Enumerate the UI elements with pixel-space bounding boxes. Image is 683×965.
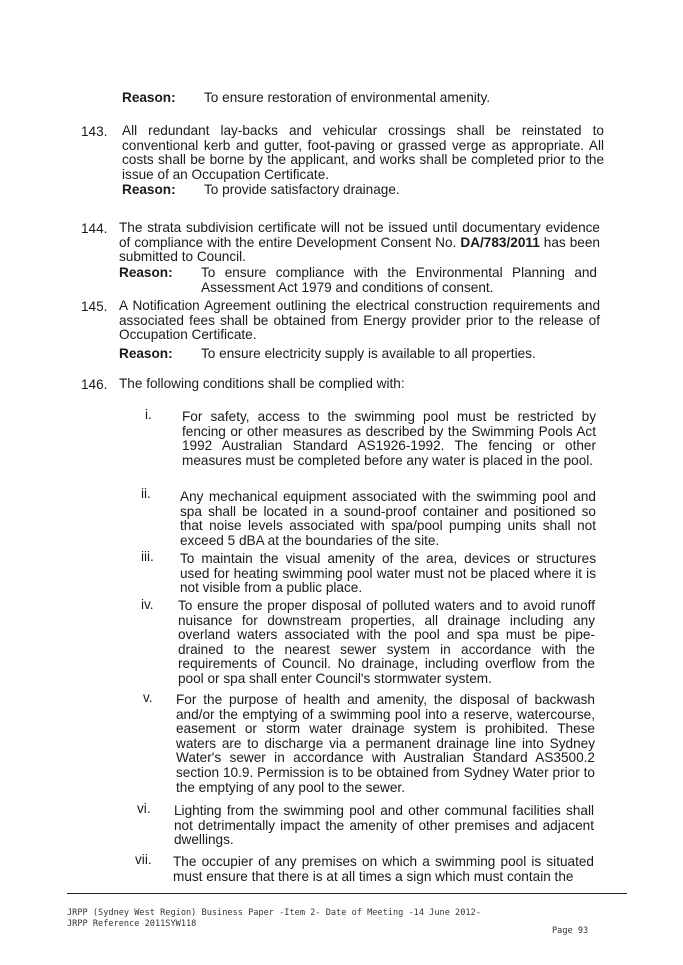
reason-label: Reason: (119, 346, 173, 361)
condition-text (119, 221, 600, 265)
subcondition-label: ii. (141, 486, 151, 501)
condition-text: A Notification Agreement outlining the electrical construction requirements and associated fees shall be obtained from Energy provider prior to the release of Occupation Certificate. (119, 298, 600, 343)
condition-text-part: The strata subdivision certificate will not be issued until documentary evidence of compliance with the entire Development Consent No. (119, 220, 600, 250)
condition-number: 144. (81, 221, 108, 236)
subcondition-label: i. (145, 407, 152, 422)
reason-row (119, 347, 536, 362)
consent-number: DA/783/2011 (460, 234, 540, 250)
subcondition-label: iv. (141, 597, 154, 612)
subcondition-text: For the purpose of health and amenity, the disposal of backwash and/or the emptying of a swimming pool into a reserve, watercourse, easement or storm water drainage system is prohibited. These waters are to discharge via a permanent drainage line into Sydney Water's sewer in accordance with Australian Standard AS3500.2 section 10.9. Permission is to be obtained from Sydney Water prior to the emptying of any pool to the sewer. (176, 692, 595, 795)
footer-meeting-line: JRPP (Sydney West Region) Business Paper -Item 2- Date of Meeting -14 June 2012- (67, 908, 481, 918)
subcondition-label: vi. (137, 801, 151, 816)
reason-label: Reason: (119, 265, 173, 280)
subcondition-text: For safety, access to the swimming pool must be restricted by fencing or other measures as described by the Swimming Pools Act 1992 Australian Standard AS1926-1992. The fencing or other measures must be completed before any water is placed in the pool. (182, 409, 596, 468)
subcondition-text: To ensure the proper disposal of polluted waters and to avoid runoff nuisance for downstream properties, all drainage including any overland waters associated with the pool and spa must be pipe-drained to the nearest sewer system in accordance with the requirements of Council. No drainage, including overflow from the pool or spa shall enter Council's stormwater system. (178, 598, 595, 686)
reason-row (122, 91, 490, 106)
condition-number: 145. (81, 299, 108, 314)
condition-text-part: has been submitted to Council. (119, 234, 600, 265)
reason-row (122, 183, 400, 198)
reason-text: To ensure compliance with the Environmental Planning and Assessment Act 1979 and conditions of consent. (201, 265, 597, 295)
subcondition-label: vii. (135, 852, 152, 867)
subcondition-text: To maintain the visual amenity of the area, devices or structures used for heating swimming pool water must not be placed where it is not visible from a public place. (180, 551, 596, 596)
page-number: Page 93 (552, 926, 589, 936)
reason-text: To ensure restoration of environmental amenity. (204, 90, 491, 105)
subcondition-text: The occupier of any premises on which a swimming pool is situated must ensure that there is at all times a sign which must contain the (173, 854, 594, 884)
reason-text: To ensure electricity supply is available to all properties. (201, 346, 536, 361)
subcondition-text: Lighting from the swimming pool and other communal facilities shall not detrimentally impact the amenity of other premises and adjacent dwellings. (174, 803, 594, 848)
subcondition-label: v. (143, 690, 153, 705)
reason-label: Reason: (122, 90, 176, 105)
subcondition-label: iii. (141, 549, 154, 564)
subcondition-text: Any mechanical equipment associated with the swimming pool and spa shall be located in a sound-proof container and positioned so that noise levels associated with spa/pool pumping units shall not exceed 5 dBA at the boundaries of the site. (180, 489, 596, 548)
condition-number: 143. (81, 124, 108, 139)
footer-divider (67, 893, 627, 894)
reason-label: Reason: (122, 182, 176, 197)
condition-text: All redundant lay-backs and vehicular crossings shall be reinstated to conventional kerb and gutter, foot-paving or grassed verge as appropriate. All costs shall be borne by the applicant, and works shall be completed prior to the issue of an Occupation Certificate. (122, 123, 604, 182)
condition-text: The following conditions shall be complied with: (119, 376, 405, 391)
reason-row (119, 266, 600, 295)
footer-reference: JRPP Reference 2011SYW118 (67, 919, 197, 929)
condition-number: 146. (81, 377, 108, 392)
reason-text: To provide satisfactory drainage. (204, 182, 400, 197)
